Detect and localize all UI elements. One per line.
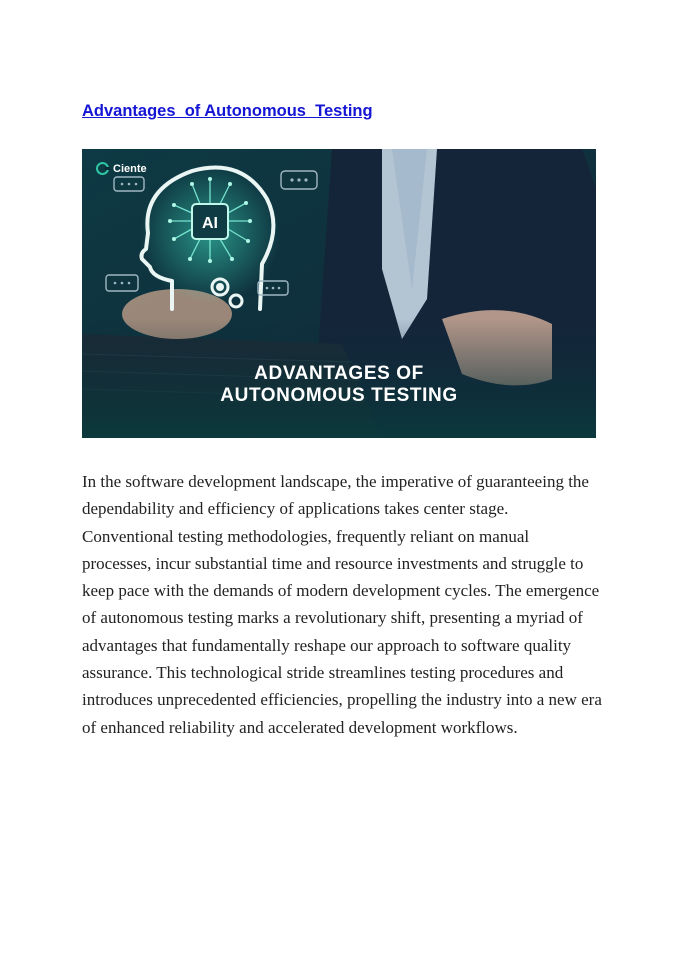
brand-logo — [96, 162, 147, 175]
intro-paragraph: In the software development landscape, the imperative of guaranteeing the dependability and efficiency of applications takes center stage. Conventional testing methodologies, frequently reliant on manual processes, incur substantial time and resource investments and struggle to keep pace with the demands of modern development cycles. The emergence of autonomous testing marks a revolutionary shift, presenting a myriad of advantages that fundamentally reshape our approach to software quality assurance. This technological stride streamlines testing procedures and introduces unprecedented efficiencies, propelling the industry into a new era of enhanced reliability and accelerated development workflows. — [82, 472, 602, 737]
hero-headline-line-2: AUTONOMOUS TESTING — [220, 385, 458, 406]
brand-name: Ciente — [113, 162, 147, 175]
hero-image — [82, 149, 596, 438]
ai-chip-label: AI — [202, 215, 218, 232]
hero-headline-line-1: ADVANTAGES OF — [254, 363, 424, 384]
ciente-logo-icon — [96, 162, 109, 175]
page-title-link[interactable]: Advantages of Autonomous Testing — [82, 102, 373, 120]
